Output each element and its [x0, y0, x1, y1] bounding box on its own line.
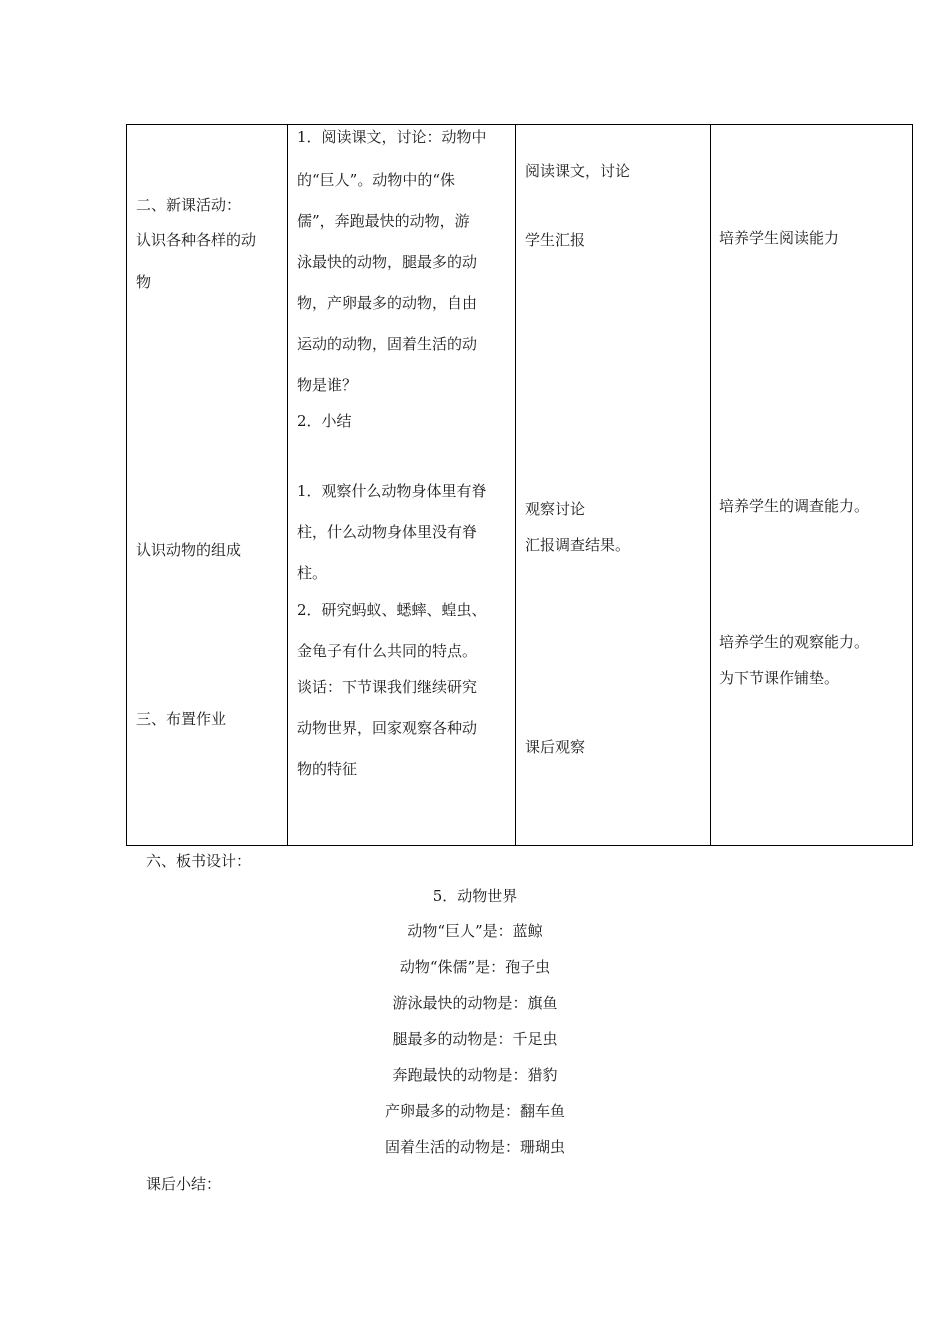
- activity-line: 泳最快的动物，腿最多的动: [297, 253, 478, 271]
- student-activity: 学生汇报: [525, 231, 586, 249]
- activity-line: 动物世界，回家观察各种动: [297, 719, 478, 737]
- design-intent: 培养学生的观察能力。: [719, 633, 870, 651]
- activity-line: 儒”，奔跑最快的动物，游: [297, 212, 470, 230]
- section3-heading: 三、布置作业: [136, 710, 227, 728]
- activity-line: 柱，什么动物身体里没有脊: [297, 523, 478, 541]
- board-item: 固着生活的动物是：珊瑚虫: [384, 1138, 565, 1156]
- activity-line: 运动的动物，固着生活的动: [297, 335, 478, 353]
- design-intent: 为下节课作铺垫。: [719, 669, 840, 687]
- design-intent: 培养学生的调查能力。: [719, 497, 870, 515]
- student-activity: 课后观察: [525, 738, 586, 756]
- board-item: 奔跑最快的动物是：猎豹: [392, 1066, 558, 1084]
- board-item: 腿最多的动物是：千足虫: [392, 1030, 558, 1048]
- student-activity: 观察讨论: [525, 500, 586, 518]
- student-activity: 汇报调查结果。: [525, 536, 631, 554]
- activity-line: 1．阅读课文，讨论：动物中: [297, 128, 487, 146]
- section2-heading: 二、新课活动：: [136, 196, 242, 214]
- board-item: 游泳最快的动物是：旗鱼: [392, 994, 558, 1012]
- composition-topic: 认识动物的组成: [136, 541, 242, 559]
- activity-line: 物是谁？: [297, 376, 358, 394]
- board-item: 产卵最多的动物是：翻车鱼: [384, 1102, 565, 1120]
- activity-line: 物，产卵最多的动物，自由: [297, 294, 478, 312]
- column-divider: [710, 125, 711, 845]
- activity-line: 2．研究蚂蚁、蟋蟀、蝗虫、: [297, 601, 487, 619]
- activity-line: 2．小结: [297, 412, 352, 430]
- board-item: 动物“侏儒”是：孢子虫: [399, 958, 551, 976]
- activity-line: 金龟子有什么共同的特点。: [297, 642, 478, 660]
- after-class-summary: 课后小结：: [146, 1175, 222, 1193]
- student-activity: 阅读课文，讨论: [525, 162, 631, 180]
- board-item: 动物“巨人”是：蓝鲸: [407, 922, 543, 940]
- board-heading: 六、板书设计：: [146, 852, 252, 870]
- activity-line: 1．观察什么动物身体里有脊: [297, 482, 487, 500]
- section2-topic-cont: 物: [136, 273, 152, 291]
- design-intent: 培养学生阅读能力: [719, 229, 840, 247]
- column-divider: [287, 125, 288, 845]
- activity-line: 柱。: [297, 564, 328, 582]
- column-divider: [515, 125, 516, 845]
- board-title: 5．动物世界: [432, 887, 518, 905]
- activity-line: 谈话：下节课我们继续研究: [297, 678, 478, 696]
- activity-line: 的“巨人”。动物中的“侏: [297, 171, 456, 189]
- section2-topic: 认识各种各样的动: [136, 231, 257, 249]
- activity-line: 物的特征: [297, 760, 358, 778]
